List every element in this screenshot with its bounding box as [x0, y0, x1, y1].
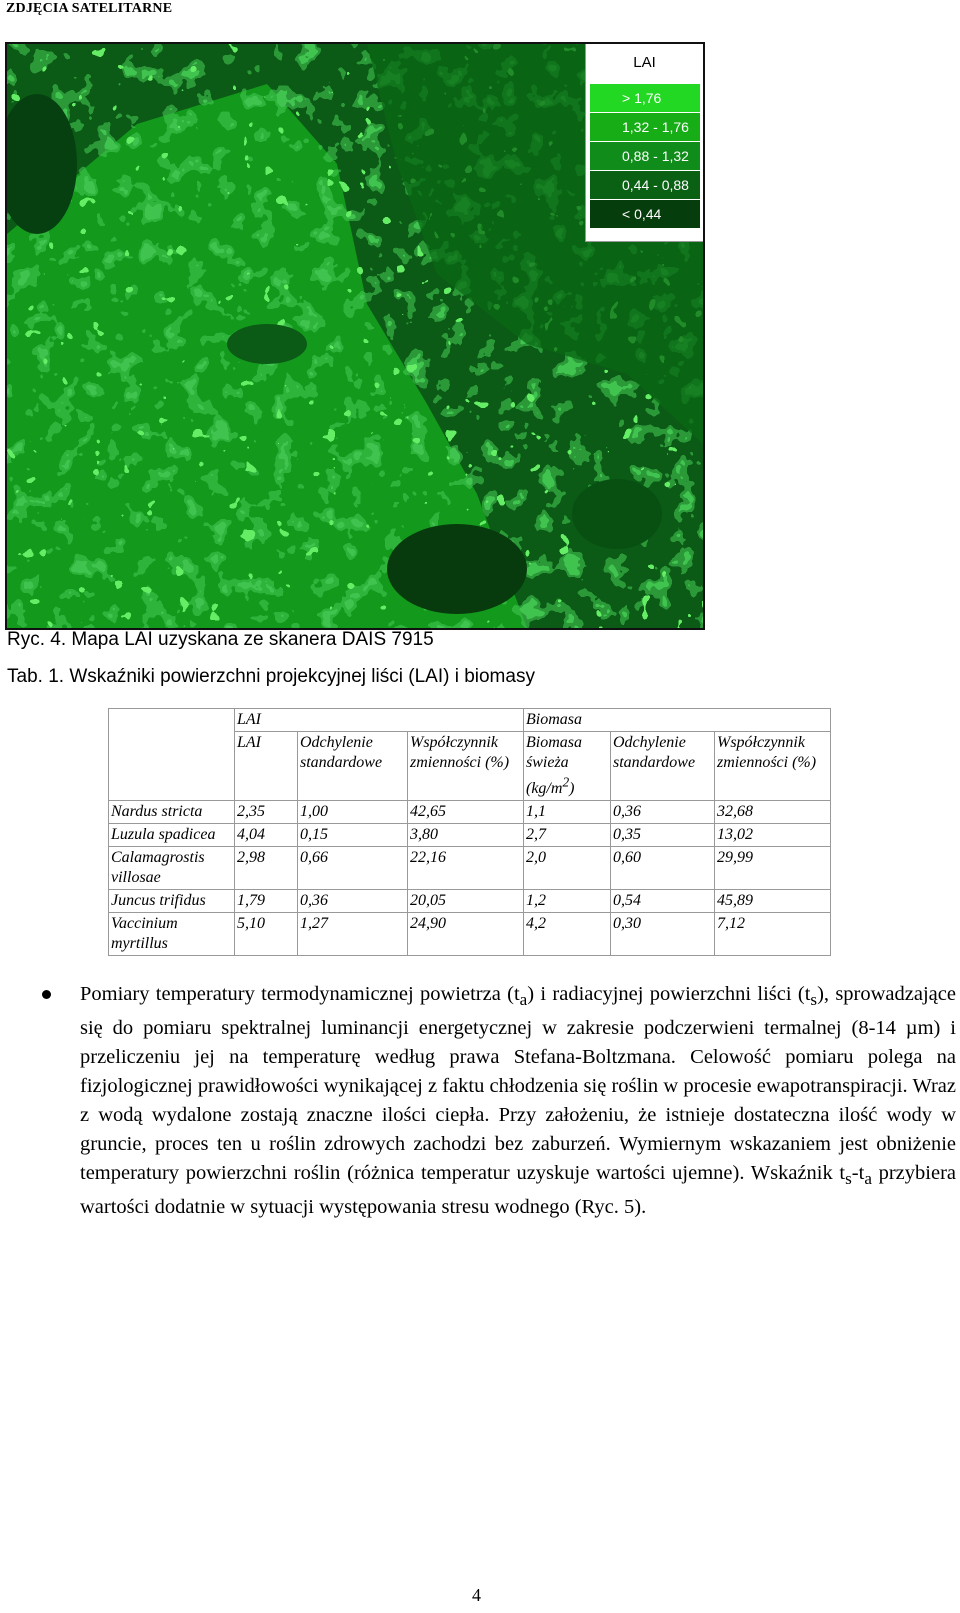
- table-cell-lai: 1,79: [235, 890, 298, 913]
- table-cell-cv1: 20,05: [408, 890, 524, 913]
- table-group-header-row: [109, 709, 831, 732]
- table-cell-cv2: 32,68: [715, 801, 831, 824]
- legend-row: [590, 200, 700, 228]
- legend-row: [590, 84, 700, 112]
- unit-suffix: ): [569, 780, 575, 798]
- table-cell-name: Vaccinium myrtillus: [109, 913, 235, 956]
- col-header-cv-biomasa: Współczynnik zmienności (%): [715, 732, 831, 801]
- legend-label: 1,32 - 1,76: [622, 119, 689, 135]
- table-cell-sd1: 0,36: [298, 890, 408, 913]
- group-header-lai: LAI: [235, 709, 524, 732]
- bullet-point: [42, 990, 51, 999]
- para-text-5: przybiera wartości dodatnie w sytuacji występowania stresu wodnego (Ryc. 5).: [80, 1162, 956, 1219]
- table-cell-sd1: 0,66: [298, 847, 408, 890]
- table-cell-cv1: 3,80: [408, 824, 524, 847]
- col-header-biomasa: [524, 732, 611, 801]
- legend-label: < 0,44: [622, 206, 662, 222]
- table-cell-cv2: 13,02: [715, 824, 831, 847]
- table-cell-lai: 5,10: [235, 913, 298, 956]
- col-header-biomasa-label: Biomasa świeża: [526, 734, 582, 771]
- para-sub-a2: a: [864, 1169, 872, 1189]
- page-number: 4: [472, 1585, 481, 1605]
- table-row: [109, 890, 831, 913]
- col-header-sd-lai: Odchylenie standardowe: [298, 732, 408, 801]
- legend-row: [590, 113, 700, 141]
- map-dark-blob-3: [572, 479, 662, 549]
- legend-row: [590, 142, 700, 170]
- para-text-1: Pomiary temperatury termodynamicznej powietrza (t: [80, 983, 520, 1005]
- table-cell-sd2: 0,30: [611, 913, 715, 956]
- unit-prefix: (kg/m: [526, 780, 563, 798]
- body-paragraph: [80, 980, 956, 1222]
- col-header-biomasa-unit: [526, 775, 575, 798]
- running-header: ZDJĘCIA SATELITARNE: [6, 1, 173, 16]
- table-cell-sd2: 0,54: [611, 890, 715, 913]
- lai-biomass-table: [108, 708, 831, 956]
- table-cell-bio: 1,2: [524, 890, 611, 913]
- legend-label: 0,88 - 1,32: [622, 148, 689, 164]
- para-sub-s: s: [810, 990, 818, 1010]
- table-cell-lai: 4,04: [235, 824, 298, 847]
- table-cell-cv2: 29,99: [715, 847, 831, 890]
- col-header-cv-lai: Współczynnik zmienności (%): [408, 732, 524, 801]
- para-text-2: ) i radiacyjnej powierzchni liści (t: [527, 983, 811, 1005]
- table-cell-name: Juncus trifidus: [109, 890, 235, 913]
- table-cell-bio: 1,1: [524, 801, 611, 824]
- para-sub-s2: s: [845, 1169, 852, 1189]
- table-row: [109, 847, 831, 890]
- table-cell-sd2: 0,60: [611, 847, 715, 890]
- table-row: [109, 913, 831, 956]
- table-cell-sd1: 0,15: [298, 824, 408, 847]
- table-cell-cv1: 22,16: [408, 847, 524, 890]
- table-cell-sd1: 1,00: [298, 801, 408, 824]
- para-text-4: -t: [851, 1162, 865, 1185]
- table-cell-name: Luzula spadicea: [109, 824, 235, 847]
- table-cell-name: Nardus stricta: [109, 801, 235, 824]
- unit-superscript: 2: [562, 775, 570, 790]
- table-empty-corner: [109, 709, 235, 801]
- table-caption: Tab. 1. Wskaźniki powierzchni projekcyjnej liści (LAI) i biomasy: [7, 666, 535, 687]
- para-text-3: ), sprowadzające się do pomiaru spektralnej luminancji energetycznej w zakresie podczerwieni termalnej (8-14 µm) i przeliczeniu jej na temperaturę według prawa Stefana-Boltzmana. Celowość pomiaru polega na fizjologicznej prawidłowości wynikającej z faktu chłodzenia się roślin w procesie ewapotranspiracji. Wraz z wodą wydalone zostają znaczne ilości ciepła. Przy założeniu, że istnieje dostateczna ilość wody w gruncie, proces ten u roślin zdrowych zachodzi bez zaburzeń. Wymiernym wskazaniem jest obniżenie temperatury powierzchni roślin (różnica temperatur uzyskuje wartości ujemne). Wskaźnik t: [80, 983, 956, 1185]
- table-cell-bio: 2,7: [524, 824, 611, 847]
- table-cell-sd1: 1,27: [298, 913, 408, 956]
- table-cell-lai: 2,98: [235, 847, 298, 890]
- map-legend: [585, 44, 703, 242]
- table-row: [109, 801, 831, 824]
- para-sub-a: a: [519, 990, 528, 1010]
- table-cell-bio: 2,0: [524, 847, 611, 890]
- group-header-biomasa: Biomasa: [524, 709, 831, 732]
- table-cell-cv1: 24,90: [408, 913, 524, 956]
- table-cell-cv2: 7,12: [715, 913, 831, 956]
- col-header-lai: LAI: [235, 732, 298, 801]
- col-header-sd-biomasa: Odchylenie standardowe: [611, 732, 715, 801]
- map-dark-blob-4: [227, 324, 307, 364]
- table-cell-cv2: 45,89: [715, 890, 831, 913]
- table-cell-sd2: 0,36: [611, 801, 715, 824]
- table-cell-cv1: 42,65: [408, 801, 524, 824]
- table-cell-lai: 2,35: [235, 801, 298, 824]
- legend-label: > 1,76: [622, 90, 662, 106]
- legend-label: 0,44 - 0,88: [622, 177, 689, 193]
- table-cell-bio: 4,2: [524, 913, 611, 956]
- map-dark-blob-1: [387, 524, 527, 614]
- table-cell-name: Calamagrostis villosae: [109, 847, 235, 890]
- legend-row: [590, 171, 700, 199]
- legend-title: LAI: [633, 54, 656, 71]
- table-row: [109, 824, 831, 847]
- table-cell-sd2: 0,35: [611, 824, 715, 847]
- figure-caption: Ryc. 4. Mapa LAI uzyskana ze skanera DAIS 7915: [7, 629, 434, 650]
